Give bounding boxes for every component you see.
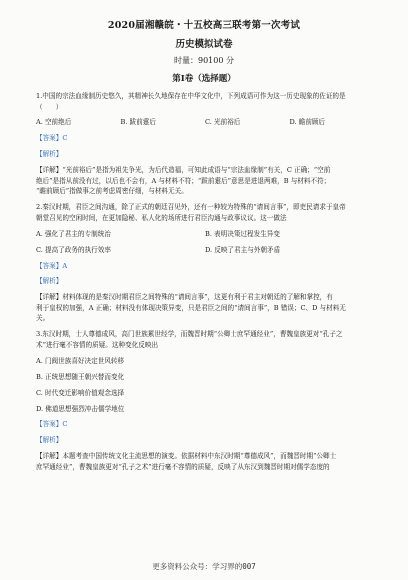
option-a: A. 强化了君主的专制统治 [36, 229, 111, 238]
question-2-stem [36, 202, 374, 223]
question-3-detail [36, 451, 374, 472]
question-1-stem [36, 91, 374, 112]
option-c: C. 提高了政务的执行效率 [36, 245, 111, 254]
exam-title: 2020届湘赣皖・十五校高三联考第一次考试 [107, 20, 301, 31]
section-heading: 第Ⅰ卷（选择题） [172, 74, 236, 84]
option-b: B. 跋前疐后 [120, 118, 156, 127]
question-1-options [36, 117, 374, 128]
detail-line: 【详解】材料体现的是秦汉时期君臣之间特殊的“请间言事”，这更有利于君主对朝廷的了解和掌控，有 [36, 293, 333, 302]
detail-line: 关。 [36, 314, 50, 323]
detail-line: 【详解】本题考查中国传统文化主流思想的演变。依据材料中东汉时期“尊德成风”，而魏晋时期“公卿士 [36, 452, 337, 461]
option-a: A. 空前绝后 [36, 118, 72, 127]
option-c: C. 时代变迁影响价值观念选择 [36, 388, 125, 397]
option-a: A. 门阀世族喜好决定世风转移 [36, 356, 125, 365]
footer-watermark: 更多资料公众号：学习界的007 [152, 562, 256, 571]
question-2-options [36, 229, 374, 255]
exam-body [36, 91, 374, 478]
question-text-line: 1.中国的宗法血缘制历史悠久，其精神长久地保存在中华文化中，下列成语可作为这一历史现象的佐证的是 [36, 92, 346, 100]
option-d: D. 瞻前顾后 [289, 118, 326, 127]
question-text-line: 朝堂召见的空闲时间，在更加隐秘、私人化的场所进行君臣沟通与政事议议。这一做法 [36, 213, 287, 222]
option-d: D. 佛道思想强烈冲击儒学地位 [36, 404, 125, 413]
option-b: B. 正统思想随王朝兴替而变化 [36, 372, 125, 381]
detail-line: 绝后”是指从前没有过，以后也不会有，A 与材料不符；“跋前疐后”意思是进退两难，B 与材料不符； [36, 176, 331, 185]
answer-label: 【答案】C [36, 420, 68, 429]
question-text-line: （ ） [36, 102, 63, 111]
question-text-line: 术”进行毫不容情的质疑。这种变化反映出 [36, 340, 159, 349]
answer-label: 【答案】C [36, 134, 68, 143]
analysis-label: 【解析】 [36, 150, 63, 159]
question-2-detail [36, 292, 374, 324]
exam-subtitle: 历史模拟试卷 [175, 39, 233, 50]
option-b: B. 表明决策过程发生异变 [205, 229, 280, 238]
detail-line: 【详解】“光前裕后”是指为祖先争光，为后代造福，可知此成语与“宗法血缘制”有关，C 正确；“空前 [36, 166, 331, 175]
option-d: D. 反映了君主与外朝矛盾 [205, 245, 281, 254]
analysis-label: 【解析】 [36, 436, 63, 445]
analysis-label: 【解析】 [36, 277, 63, 286]
answer-label: 【答案】A [36, 261, 68, 270]
question-text-line: 3.东汉时期，士人尊德成风，高门世族累世经学，而魏晋时期“公卿士庶罕通经业”，曹魏皇族更对“孔子之 [36, 330, 343, 339]
option-c: C. 光前裕后 [205, 118, 241, 127]
time-info: 时量：90100 分 [174, 56, 234, 65]
detail-line: “瞻前顾后”指做事之前考虑周密仔细，与材料无关。 [36, 187, 188, 196]
question-3-options [36, 356, 374, 414]
question-1-detail [36, 165, 374, 197]
detail-line: 利于皇权的加强，A 正确；材料没有体现决策异变，只是君臣之间的“请间言事”，B 错误；C、D 与材料无 [36, 303, 346, 312]
question-3-stem [36, 329, 374, 350]
question-text-line: 2.秦汉时期，君臣之间沟通，除了正式的朝廷召见外，还有一种较为特殊的“请间言事”，即吏民请求于皇帝 [36, 203, 346, 212]
detail-line: 庶罕通经业”，曹魏皇族更对“孔子之术”进行毫不容情的质疑，反映了从东汉到魏晋时期对儒学态度的 [36, 462, 330, 471]
